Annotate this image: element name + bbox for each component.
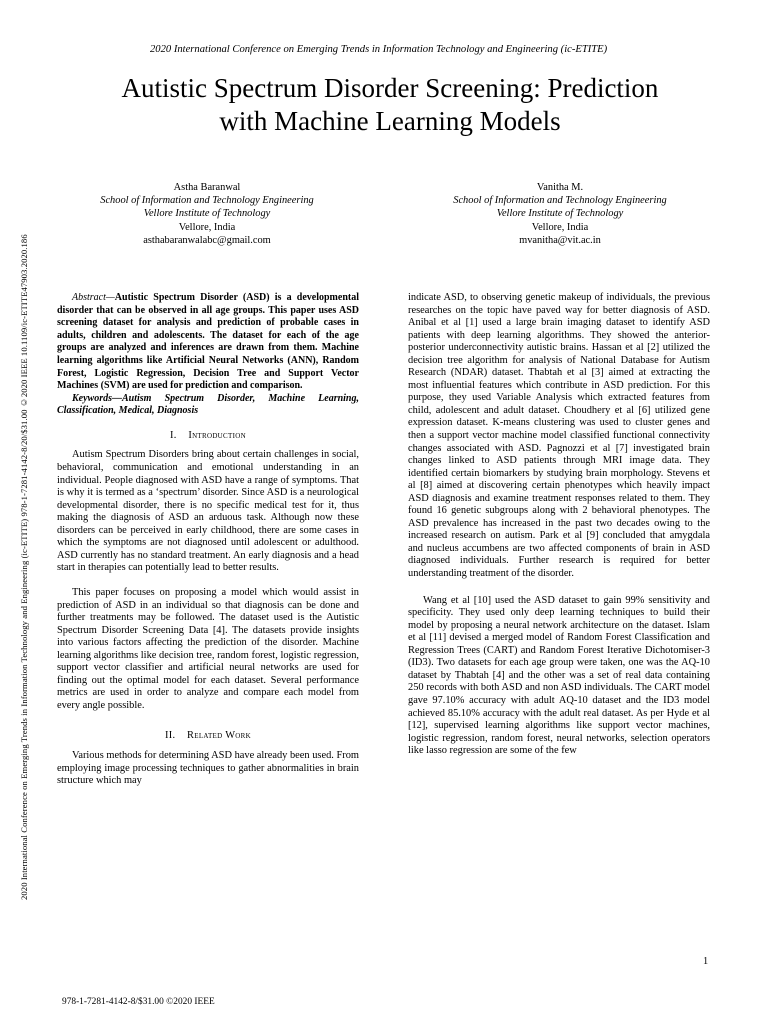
section-title: Introduction	[188, 429, 246, 441]
footer-copyright: 978-1-7281-4142-8/$31.00 ©2020 IEEE	[62, 997, 215, 1007]
left-column	[57, 292, 359, 788]
abstract-lead: Abstract—	[72, 292, 115, 303]
author-institute: Vellore Institute of Technology	[143, 208, 271, 220]
intro-paragraph-2: This paper focuses on proposing a model which would assist in prediction of ASD in an individual so that diagnosis can be done and further treatments may be followed. The dataset used is the Autistic Spectrum Disorder Screening Data [4]. The datasets provide insights into various factors affecting the prediction of the disorder. Machine learning algorithms like decision tree, random forest, logistic regression, support vector classifier and artificial neural networks are used for finding out the optimal model for each dataset. Several performance metrics are used in order to analyze and compare each model from every angle possible.	[57, 586, 359, 711]
intro-paragraph-1: Autism Spectrum Disorders bring about certain challenges in social, behavioral, communication and emotional understanding in an individual. People diagnosed with ASD have a range of symptoms. That is why it is termed as a ‘spectrum’ disorder. Since ASD is a neurological developmental disorder, there is no specific medical test for it, thus making the diagnosis of ASD an arduous task. Although now these disorders can be perceived in early childhood, there are some cases in which the symptoms are not diagnosed until adolescent or adulthood. ASD currently has no standard treatment. An early diagnosis and a head start in therapies can potentially lead to better results.	[57, 449, 359, 574]
section-title: Related Work	[187, 730, 251, 742]
side-banner: 2020 International Conference on Emerging Trends in Information Technology and Engineering (ic-ETITE) 978-1-7281-4142-8/20/$31.00 ©2020 IEEE 10.1109/ic-ETITE47903.2020.186	[19, 234, 29, 900]
author-email: asthabaranwalabc@gmail.com	[143, 234, 271, 246]
author-location: Vellore, India	[531, 221, 589, 233]
section-number: I.	[170, 429, 177, 441]
section-heading-introduction	[57, 430, 359, 443]
author-email: mvanitha@vit.ac.in	[519, 234, 601, 246]
right-column	[408, 292, 710, 758]
title-line-2: with Machine Learning Models	[219, 106, 561, 136]
author-name: Astha Baranwal	[173, 182, 241, 193]
abstract	[57, 292, 359, 393]
author-block-1	[47, 181, 367, 247]
paper-title	[60, 72, 720, 138]
related-paragraph-start: Various methods for determining ASD have already been used. From employing image processing techniques to gather abnormalities in brain structure which may	[57, 749, 359, 787]
abstract-text: Autistic Spectrum Disorder (ASD) is a developmental disorder that can be observed in all age groups. This paper uses ASD screening dataset for analysis and prediction of probable cases in adults, children and adolescents. The dataset for each of the age groups are analyzed and inferences are drawn from them. Machine learning algorithms like Artificial Neural Networks (ANN), Random Forest, Logistic Regression, Decision Tree and Support Vector Machines (SVM) are used for prediction and comparison.	[57, 292, 359, 392]
related-paragraph-2: Wang et al [10] used the ASD dataset to gain 99% sensitivity and specificity. They used only deep learning techniques to build their model by proposing a neural network architecture on the dataset. Islam et al [11] devised a merged model of Random Forest Classification and Regression Trees (CART) and Random Forest Iterative Dichotomiser-3 (ID3). Two datasets for each age group were taken, one was the AQ-10 dataset by Thabtah [4] and the other was a set of real data containing 250 records with both ASD and non ASD individuals. The CART model gave 97.10% accuracy with adult AQ-10 dataset and the ID3 model achieved 85.10% accuracy with the adult real dataset. As per Hyde et al [12], supervised learning algorithms like support vector machines, logistic regression, random forest, neural networks, selection operators like lasso regression are some of the few	[408, 594, 710, 757]
related-paragraph-continued: indicate ASD, to observing genetic makeup of individuals, the previous researches on the topic have paved way for better diagnosis of ASD. Anibal et al [1] used a large brain imaging dataset to identify ASD patients with deep learning algorithms. They showed the anterior-posterior underconnectivity autistic brains. Hassan et al [2] utilized the decision tree algorithm for analysis of National Database for Autism Research (NDAR) dataset. Thabtah et al [3] aimed at extracting the most influential features which contribute in ASD prediction. For this purpose, they used Variable Analysis which extracted features from child, adolescent and adult dataset. Choudhery et al [6] utilized gene expression dataset. K-means clustering was used to cluster genes and then a support vector machine model classified functional connectivity changes associated with ASD. Pagnozzi et al [7] investigated brain changes linked to ASD patients through MRI image data. They identified certain biomarkers by studying brain morphology. Stevens et al [8] aimed at discovering certain phenotypes which heavily impact ASD diagnosis and examine treatment responses related to them. They found 16 genetic subgroups along with 2 behavioral phenotypes. The ASD prevalence has increased in the past two decades owing to the increased research on autism. Park et al [9] concluded that amygdala and nucleus accumbens are two affected components of brain in ASD diagnosed individuals. Further research is required for better understanding treatment of the disorder.	[408, 292, 710, 580]
author-school: School of Information and Technology Engineering	[100, 195, 314, 207]
author-school: School of Information and Technology Engineering	[453, 195, 667, 207]
keywords-text: Autism Spectrum Disorder, Machine Learning, Classification, Medical, Diagnosis	[57, 392, 359, 417]
author-location: Vellore, India	[178, 221, 236, 233]
author-institute: Vellore Institute of Technology	[496, 208, 624, 220]
section-heading-related-work	[57, 730, 359, 743]
section-number: II.	[165, 730, 176, 742]
page-number: 1	[703, 956, 709, 967]
keywords	[57, 393, 359, 418]
author-block-2	[400, 181, 720, 247]
title-line-1: Autistic Spectrum Disorder Screening: Prediction	[121, 73, 659, 103]
keywords-lead: Keywords—	[72, 392, 122, 404]
author-name: Vanitha M.	[536, 182, 584, 193]
conference-header: 2020 International Conference on Emerging Trends in Information Technology and Engineering (ic-ETITE)	[150, 44, 608, 55]
